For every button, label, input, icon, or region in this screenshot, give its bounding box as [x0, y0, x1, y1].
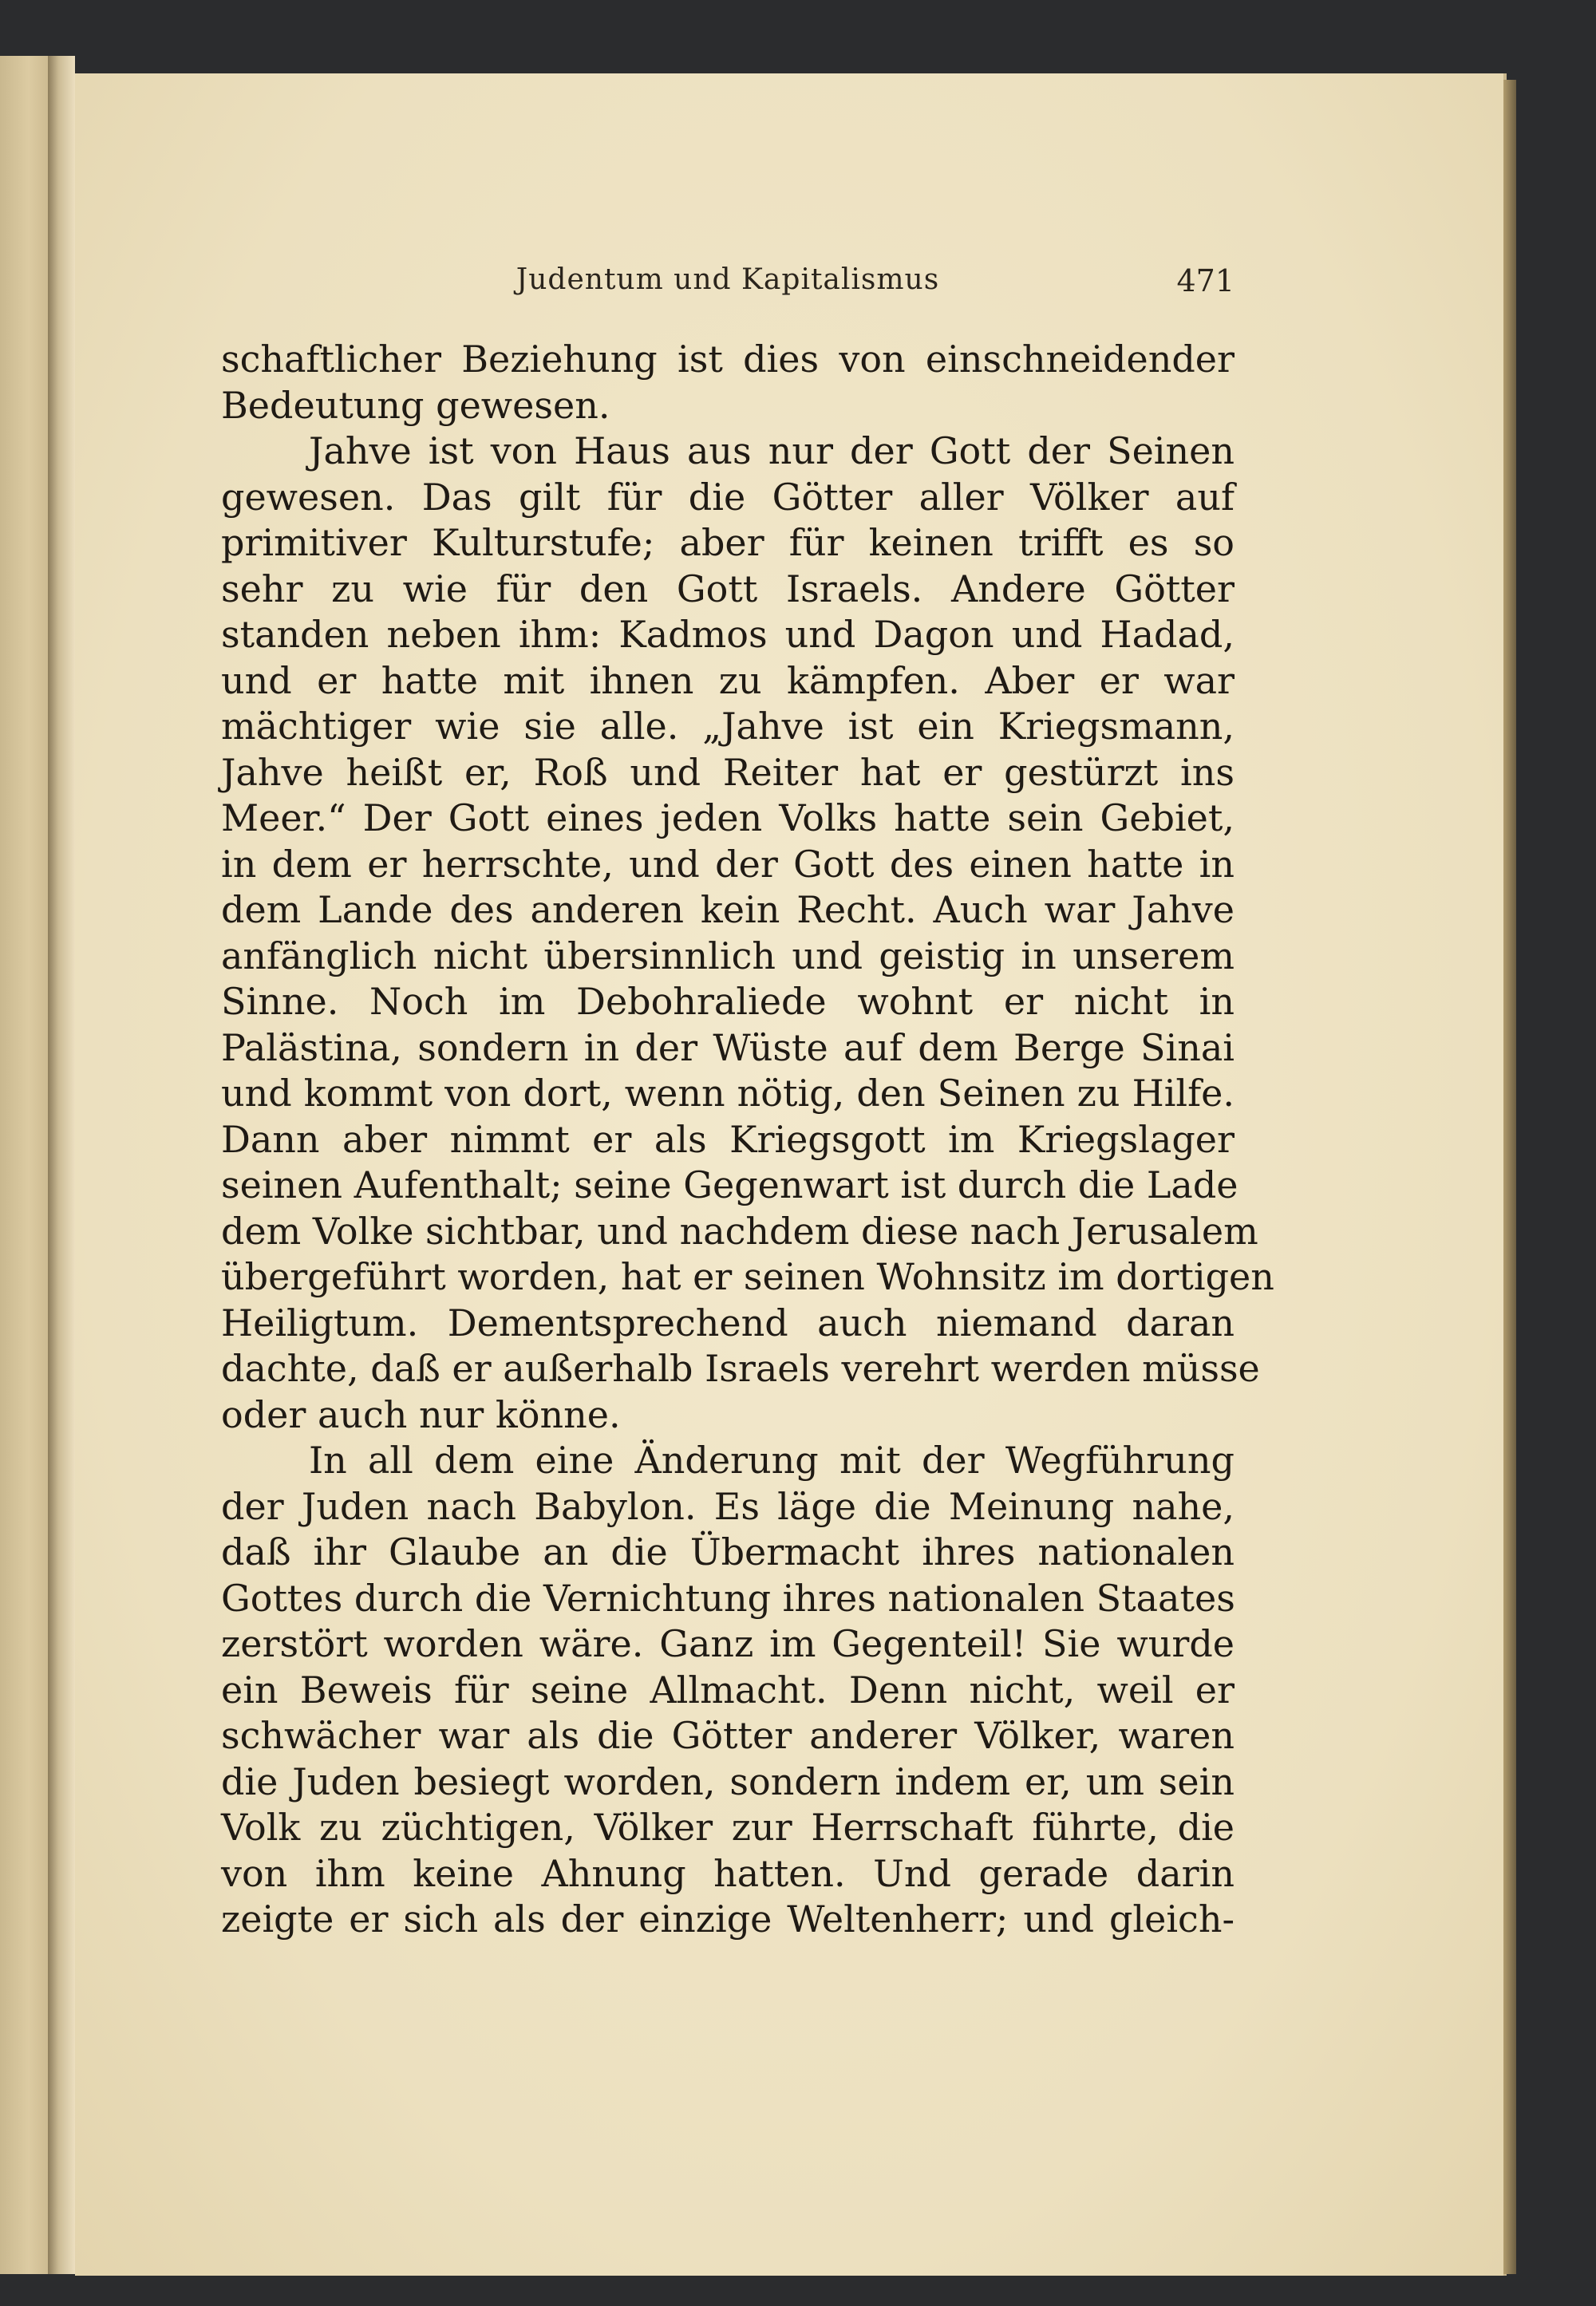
text-line: dachte, daß er außerhalb Israels verehrt werden müsse — [221, 1347, 1260, 1390]
body-text — [221, 337, 1274, 1943]
text-line: Gottes durch die Vernichtung ihres nationalen Staates — [221, 1576, 1235, 1620]
text-line: primitiver Kulturstufe; aber für keinen trifft es so — [221, 521, 1235, 564]
text-line: zerstört worden wäre. Ganz im Gegenteil! Sie wurde — [221, 1622, 1235, 1665]
text-line: die Juden besiegt worden, sondern indem er, um sein — [221, 1759, 1235, 1803]
text-line: ein Beweis für seine Allmacht. Denn nicht, weil er — [221, 1668, 1235, 1712]
text-line: schaftlicher Beziehung ist dies von einschneidender — [221, 338, 1235, 381]
text-line: schwächer war als die Götter anderer Völker, waren — [221, 1714, 1235, 1757]
page-edge-shadow — [1503, 80, 1516, 2274]
text-line: mächtiger wie sie alle. „Jahve ist ein Kriegsmann, — [221, 705, 1235, 748]
text-line: der Juden nach Babylon. Es läge die Meinung nahe, — [221, 1484, 1235, 1528]
text-line: standen neben ihm: Kadmos und Dagon und Hadad, — [221, 613, 1235, 656]
text-line: gewesen. Das gilt für die Götter aller Völker auf — [221, 475, 1235, 519]
text-line: In all dem eine Änderung mit der Wegführung — [309, 1439, 1235, 1482]
text-line: und er hatte mit ihnen zu kämpfen. Aber er war — [221, 658, 1235, 702]
text-line: Dann aber nimmt er als Kriegsgott im Kriegslager — [221, 1117, 1235, 1161]
text-line: und kommt von dort, wenn nötig, den Seinen zu Hilfe. — [221, 1072, 1235, 1115]
text-line: sehr zu wie für den Gott Israels. Andere Götter — [221, 567, 1235, 610]
text-line: Sinne. Noch im Debohraliede wohnt er nicht in — [221, 980, 1235, 1023]
text-line: oder auch nur könne. — [221, 1392, 621, 1436]
book-gutter — [48, 56, 75, 2274]
running-head — [221, 263, 1235, 308]
text-line: Palästina, sondern in der Wüste auf dem Berge Sinai — [221, 1025, 1235, 1069]
page-number: 471 — [1176, 263, 1235, 298]
text-line: Meer.“ Der Gott eines jeden Volks hatte sein Gebiet, — [221, 796, 1235, 839]
text-line: anfänglich nicht übersinnlich und geistig in unserem — [221, 934, 1235, 977]
text-line: dem Volke sichtbar, und nachdem diese nach Jerusalem — [221, 1209, 1258, 1253]
text-line: in dem er herrschte, und der Gott des einen hatte in — [221, 842, 1235, 886]
text-line: dem Lande des anderen kein Recht. Auch war Jahve — [221, 888, 1235, 931]
text-line: Heiligtum. Dementsprechend auch niemand daran — [221, 1301, 1235, 1345]
running-head-title: Judentum und Kapitalismus — [516, 263, 940, 296]
text-line: Bedeutung gewesen. — [221, 383, 610, 427]
text-line: Volk zu züchtigen, Völker zur Herrschaft führte, die — [221, 1806, 1235, 1849]
text-line: seinen Aufenthalt; seine Gegenwart ist durch die Lade — [221, 1163, 1238, 1206]
text-line: von ihm keine Ahnung hatten. Und gerade darin — [221, 1851, 1235, 1895]
text-line: Jahve heißt er, Roß und Reiter hat er gestürzt ins — [221, 750, 1235, 794]
text-line: daß ihr Glaube an die Übermacht ihres nationalen — [221, 1530, 1235, 1574]
text-line: übergeführt worden, hat er seinen Wohnsitz im dortigen — [221, 1255, 1274, 1298]
facing-page-edge — [0, 56, 48, 2274]
text-line: Jahve ist von Haus aus nur der Gott der Seinen — [309, 429, 1235, 472]
text-line: zeigte er sich als der einzige Weltenherr; und gleich- — [221, 1897, 1235, 1941]
